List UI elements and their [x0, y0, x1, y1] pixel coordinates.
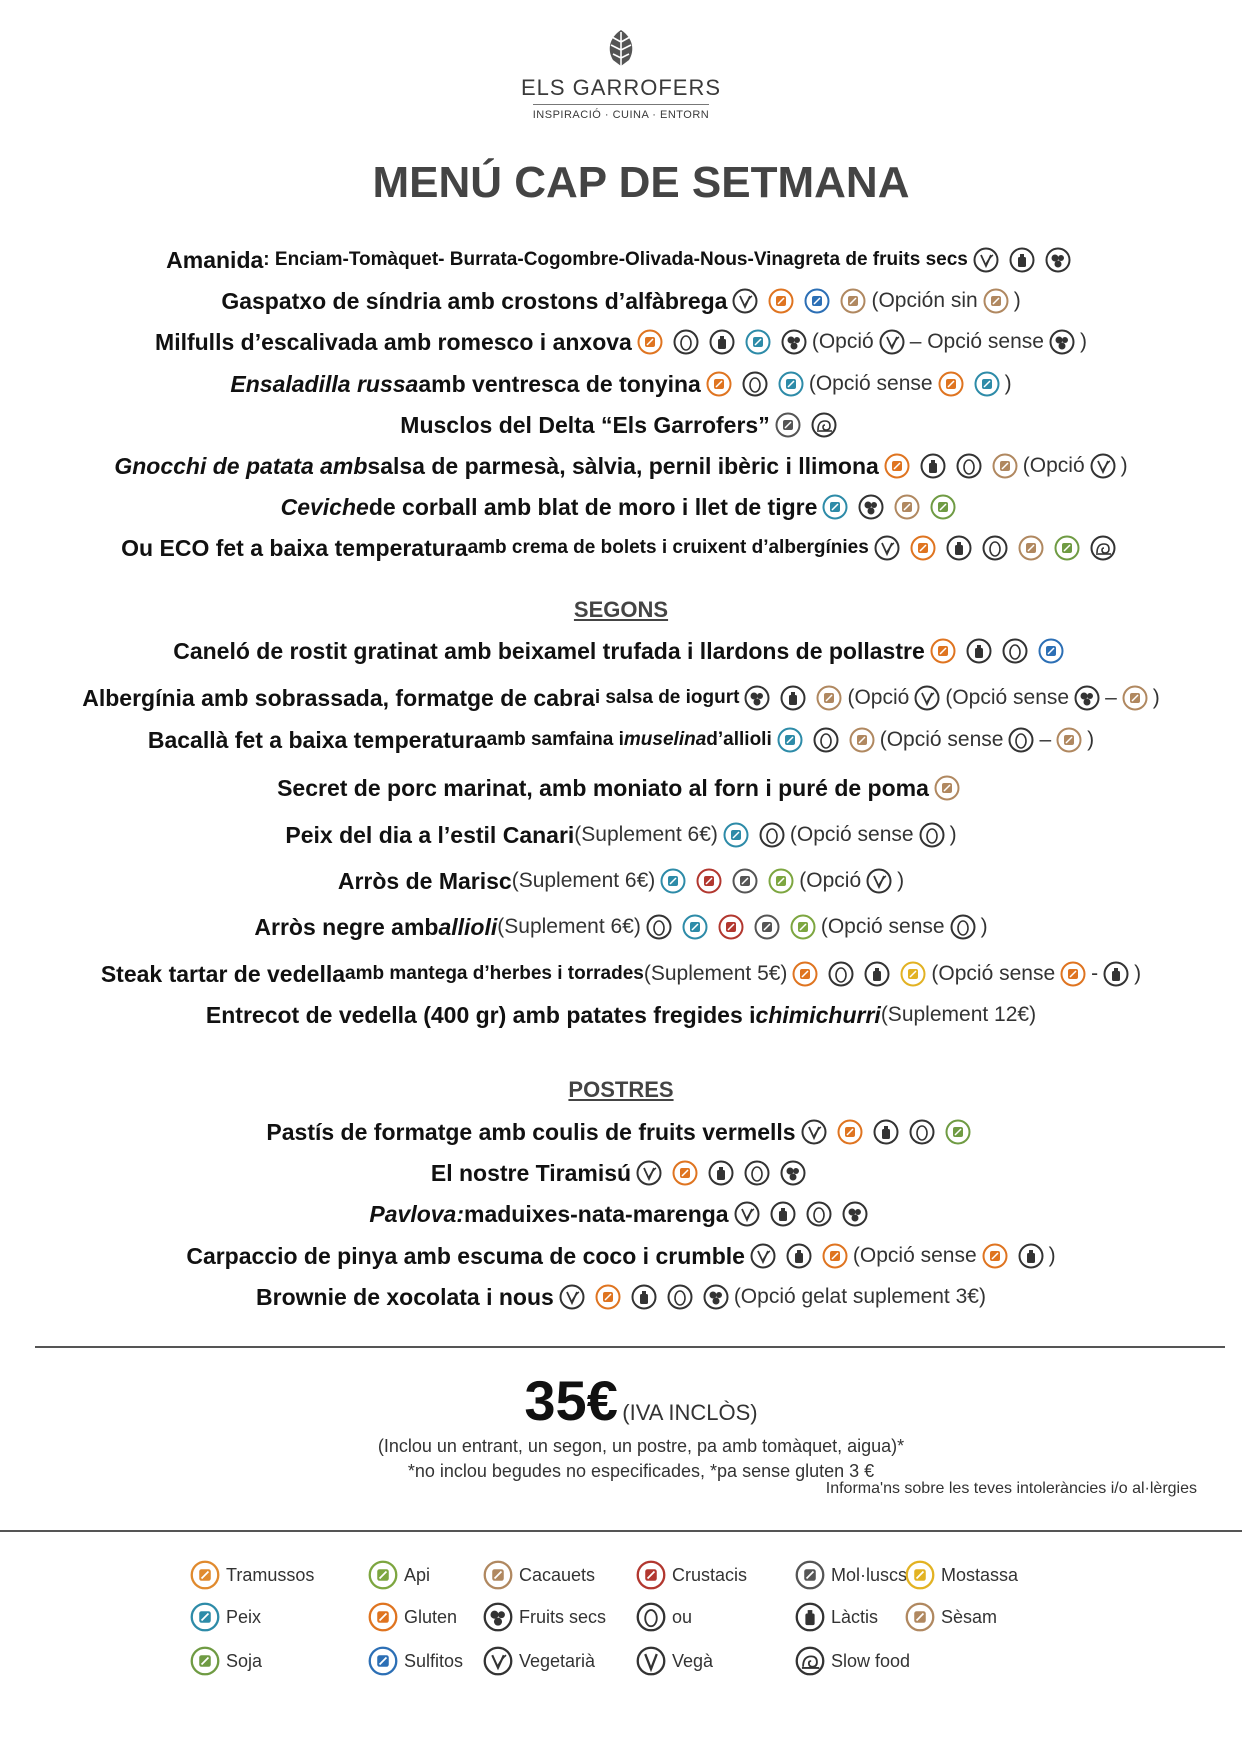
- allergen-icons: [874, 329, 910, 355]
- dish-name: Bacallà fet a baixa temperatura: [147, 726, 487, 753]
- gluten-icon: [938, 371, 964, 397]
- allergen-icons: [869, 535, 1121, 561]
- dish-name: El nostre Tiramisú: [430, 1159, 632, 1186]
- price-note-excludes: *no inclou begudes no especificades, *pa sense gluten 3 €: [407, 1461, 875, 1481]
- menu-item-arros-negre: [0, 909, 1242, 945]
- legend-item: [483, 1560, 595, 1590]
- legend-label: Slow food: [831, 1650, 911, 1671]
- allergen-icons: [632, 329, 812, 355]
- legend-label: Soja: [226, 1650, 263, 1671]
- dish-name: Brownie de xocolata i nous: [256, 1283, 554, 1310]
- fruits-secs-icon: [781, 329, 807, 355]
- lactis-icon: [966, 638, 992, 664]
- allergen-icons: [925, 638, 1069, 664]
- legend-label: Api: [404, 1564, 431, 1585]
- legend-item: [795, 1560, 907, 1590]
- sulfitos-icon: [368, 1646, 398, 1676]
- sesam-icon: [934, 775, 960, 801]
- ou-icon: [828, 961, 854, 987]
- legend-item: [190, 1646, 262, 1676]
- allergy-note: Informa'ns sobre les teves intoleràncies i/o al·lèrgies: [825, 1480, 1197, 1497]
- legend-label: Mol·luscs: [831, 1564, 908, 1585]
- crustacis-icon: [636, 1560, 666, 1590]
- brand-name: ELS GARROFERS: [520, 75, 722, 100]
- molluscs-icon: [754, 914, 780, 940]
- dish-name: Musclos del Delta “Els Garrofers”: [400, 411, 770, 438]
- lactis-icon: [770, 1201, 796, 1227]
- dish-option: ): [1079, 330, 1087, 353]
- menu-item-pavlova: [0, 1196, 1242, 1232]
- dish-option: -: [1091, 962, 1099, 985]
- dish-name: Gnocchi de patata amb: [114, 452, 368, 479]
- allergen-icons: [718, 822, 790, 848]
- leaf-logo-icon: [603, 28, 639, 73]
- dish-name: Arròs negre amb: [254, 913, 439, 940]
- lactis-icon: [631, 1284, 657, 1310]
- ou-icon: [744, 1160, 770, 1186]
- dish-name: Caneló de rostit gratinat amb beixamel trufada i llardons de pollastre: [173, 637, 925, 664]
- vegetaria-icon: [879, 329, 905, 355]
- dish-option: ): [1013, 289, 1021, 312]
- dish-option: ): [980, 915, 988, 938]
- ou-icon: [667, 1284, 693, 1310]
- allergen-icons: [641, 914, 821, 940]
- legend-item: [636, 1646, 713, 1676]
- vegetaria-icon: [874, 535, 900, 561]
- peix-icon: [778, 371, 804, 397]
- price-block: [0, 1368, 1242, 1433]
- menu-item-bacalla: [0, 722, 1242, 758]
- menu-item-entrecot: [0, 997, 1242, 1033]
- dish-name: Ensaladilla russa: [230, 370, 419, 397]
- vegetaria-icon: [734, 1201, 760, 1227]
- dish-option: ): [1134, 962, 1142, 985]
- sesam-icon: [894, 494, 920, 520]
- ou-icon: [636, 1602, 666, 1632]
- legend-item: [368, 1646, 463, 1676]
- brand-tagline: INSPIRACIÓ · CUINA · ENTORN: [533, 104, 709, 121]
- dish-option: (Opció: [811, 330, 874, 353]
- dish-desc: : Enciam-Tomàquet- Burrata-Cogombre-Olivada-Nous-Vinagreta de fruits secs: [263, 249, 968, 270]
- molluscs-icon: [795, 1560, 825, 1590]
- gluten-icon: [595, 1284, 621, 1310]
- mostassa-icon: [905, 1560, 935, 1590]
- allergen-icons: [914, 822, 950, 848]
- dish-price: (Suplement 12€): [880, 1003, 1037, 1026]
- legend-label: Peix: [226, 1606, 262, 1627]
- dish-name: Amanida: [166, 246, 264, 273]
- lactis-icon: [795, 1602, 825, 1632]
- dish-price: (Suplement 6€): [511, 869, 656, 892]
- allergen-icons: [655, 868, 799, 894]
- dish-price: (Suplement 6€): [497, 915, 641, 938]
- dish-name: salsa de parmesà, sàlvia, pernil ibèric i llimona: [367, 452, 879, 479]
- menu-item-ou-eco: [0, 530, 1242, 566]
- ou-icon: [813, 727, 839, 753]
- allergen-icons: [945, 914, 981, 940]
- mostassa-icon: [900, 961, 926, 987]
- menu-item-canelo: [0, 633, 1242, 669]
- allergen-icons: [1069, 685, 1105, 711]
- allergen-icons: [929, 775, 965, 801]
- menu-item-arros-marisc: [0, 863, 1242, 899]
- fruits-secs-icon: [780, 1160, 806, 1186]
- dish-name: chimichurri: [755, 1001, 881, 1028]
- allergen-icons: [554, 1284, 734, 1310]
- fruits-secs-icon: [858, 494, 884, 520]
- ou-icon: [982, 535, 1008, 561]
- molluscs-icon: [732, 868, 758, 894]
- dish-option: ): [1152, 686, 1160, 709]
- legend-label: Crustacis: [672, 1564, 748, 1585]
- sesam-icon: [849, 727, 875, 753]
- dish-option: (Opció sense: [945, 686, 1070, 709]
- dish-name: Pastís de formatge amb coulis de fruits vermells: [266, 1118, 796, 1145]
- gluten-icon: [822, 1243, 848, 1269]
- legend-label: Sulfitos: [404, 1650, 464, 1671]
- vegetaria-icon: [801, 1119, 827, 1145]
- crustacis-icon: [718, 914, 744, 940]
- legend-item: [190, 1560, 314, 1590]
- peix-icon: [190, 1602, 220, 1632]
- sesam-icon: [1056, 727, 1082, 753]
- allergen-icons: [701, 371, 809, 397]
- allergen-icons: [1098, 961, 1134, 987]
- lactis-icon: [920, 453, 946, 479]
- allergen-icons: [631, 1160, 811, 1186]
- menu-item-albergina: [0, 680, 1242, 716]
- api-icon: [790, 914, 816, 940]
- dish-name: Carpaccio de pinya amb escuma de coco i crumble: [186, 1242, 745, 1269]
- peix-icon: [723, 822, 749, 848]
- lactis-icon: [864, 961, 890, 987]
- gluten-icon: [837, 1119, 863, 1145]
- peix-icon: [777, 727, 803, 753]
- gluten-icon: [910, 535, 936, 561]
- slow-food-icon: [811, 412, 837, 438]
- lactis-icon: [1009, 247, 1035, 273]
- dish-option: (Opció sense: [879, 728, 1004, 751]
- menu-item-musclos: [0, 407, 1242, 443]
- allergen-icons: [817, 494, 961, 520]
- allergen-icons: [933, 371, 1005, 397]
- dish-option: –: [1039, 728, 1052, 751]
- menu-item-gaspatxo: [0, 283, 1242, 319]
- legend-item: [483, 1602, 606, 1632]
- legend-label: Mostassa: [941, 1564, 1019, 1585]
- lactis-icon: [1018, 1243, 1044, 1269]
- peix-icon: [822, 494, 848, 520]
- legend-label: Gluten: [404, 1606, 458, 1627]
- dish-price: (Suplement 5€): [643, 962, 788, 985]
- dish-name: Pavlova:: [369, 1200, 464, 1227]
- allergen-icons: [770, 412, 842, 438]
- menu-item-brownie: [0, 1279, 1242, 1315]
- dish-option: (Opció gelat suplement 3€): [733, 1285, 986, 1308]
- gluten-icon: [930, 638, 956, 664]
- allergen-icons: [787, 961, 931, 987]
- vegetaria-icon: [732, 288, 758, 314]
- fruits-secs-icon: [483, 1602, 513, 1632]
- legend-label: ou: [672, 1606, 693, 1627]
- legend-label: Sèsam: [941, 1606, 998, 1627]
- menu-item-peix: [0, 817, 1242, 853]
- dish-option: (Opció: [1022, 454, 1085, 477]
- section-segons: SEGONS: [573, 597, 669, 622]
- legend-item: [905, 1602, 997, 1632]
- dish-option: (Opció: [799, 869, 862, 892]
- allergen-icons: [772, 727, 880, 753]
- allergen-icons: [977, 1243, 1049, 1269]
- legend-label: Làctis: [831, 1606, 879, 1627]
- dish-desc: amb crema de bolets i cruixent d’albergínies: [467, 537, 869, 558]
- ou-icon: [759, 822, 785, 848]
- dish-name: Peix del dia a l’estil Canari: [285, 821, 575, 848]
- legend-item: [368, 1560, 430, 1590]
- molluscs-icon: [775, 412, 801, 438]
- gluten-icon: [884, 453, 910, 479]
- fruits-secs-icon: [1049, 329, 1075, 355]
- gluten-icon: [672, 1160, 698, 1186]
- dish-option: (Opció sense: [931, 962, 1056, 985]
- divider: [0, 1530, 1242, 1532]
- gluten-icon: [637, 329, 663, 355]
- allergen-icons: [1117, 685, 1153, 711]
- dish-name: Steak tartar de vedella: [100, 960, 346, 987]
- lactis-icon: [873, 1119, 899, 1145]
- sulfitos-icon: [804, 288, 830, 314]
- lactis-icon: [946, 535, 972, 561]
- menu-item-gnocchi: [0, 448, 1242, 484]
- fruits-secs-icon: [842, 1201, 868, 1227]
- dish-option: (Opción sin: [871, 289, 978, 312]
- dish-name: Ou ECO fet a baixa temperatura: [121, 534, 468, 561]
- ou-icon: [1002, 638, 1028, 664]
- dish-name: Gaspatxo de síndria amb crostons d’alfàbrega: [221, 287, 728, 314]
- dish-option: ): [1087, 728, 1095, 751]
- gluten-icon: [768, 288, 794, 314]
- sesam-icon: [992, 453, 1018, 479]
- dish-desc: muselina: [623, 729, 707, 750]
- allergen-icons: [909, 685, 945, 711]
- legend-item: [636, 1560, 747, 1590]
- price-vat: (IVA INCLÒS): [622, 1400, 758, 1425]
- peix-icon: [682, 914, 708, 940]
- ou-icon: [919, 822, 945, 848]
- allergen-icons: [861, 868, 897, 894]
- dish-desc: amb mantega d’herbes i torrades: [345, 963, 644, 984]
- ou-icon: [1008, 727, 1034, 753]
- allergen-icons: [739, 685, 847, 711]
- dish-option: ): [949, 823, 957, 846]
- menu-item-steak-tartar: [0, 956, 1242, 992]
- sesam-icon: [816, 685, 842, 711]
- vegetaria-icon: [559, 1284, 585, 1310]
- menu-item-carpaccio: [0, 1238, 1242, 1274]
- dish-name: allioli: [438, 913, 498, 940]
- dish-name: Entrecot de vedella (400 gr) amb patates fregides i: [205, 1001, 756, 1028]
- allergen-icons: [1055, 961, 1091, 987]
- lactis-icon: [780, 685, 806, 711]
- gluten-icon: [982, 1243, 1008, 1269]
- allergen-icons: [796, 1119, 976, 1145]
- dish-option: ): [1004, 372, 1012, 395]
- crustacis-icon: [696, 868, 722, 894]
- dish-name: Arròs de Marisc: [337, 867, 512, 894]
- vegetaria-icon: [750, 1243, 776, 1269]
- api-icon: [768, 868, 794, 894]
- dish-price: (Suplement 6€): [574, 823, 718, 846]
- sesam-icon: [840, 288, 866, 314]
- sulfitos-icon: [1038, 638, 1064, 664]
- legend-item: [905, 1560, 1018, 1590]
- menu-item-secret: [0, 770, 1242, 806]
- menu-item-amanida: [0, 242, 1242, 278]
- lactis-icon: [1103, 961, 1129, 987]
- dish-option: ): [897, 869, 905, 892]
- legend-label: Tramussos: [226, 1564, 315, 1585]
- ou-icon: [673, 329, 699, 355]
- lactis-icon: [786, 1243, 812, 1269]
- dish-option: –: [1105, 686, 1117, 709]
- allergen-icons: [978, 288, 1014, 314]
- dish-option: (Opció sense: [852, 1244, 977, 1267]
- legend-label: Vegà: [672, 1650, 714, 1671]
- lactis-icon: [709, 329, 735, 355]
- soja-icon: [190, 1646, 220, 1676]
- legend-label: Cacauets: [519, 1564, 596, 1585]
- ou-icon: [956, 453, 982, 479]
- menu-item-pastis: [0, 1114, 1242, 1150]
- soja-icon: [930, 494, 956, 520]
- dish-option: – Opció sense: [909, 330, 1044, 353]
- ou-icon: [646, 914, 672, 940]
- soja-icon: [945, 1119, 971, 1145]
- allergen-icons: [745, 1243, 853, 1269]
- dish-option: (Opció sense: [808, 372, 933, 395]
- dish-option: (Opció sense: [789, 823, 914, 846]
- lactis-icon: [708, 1160, 734, 1186]
- dish-name: Milfulls d’escalivada amb romesco i anxova: [155, 328, 632, 355]
- vega-icon: [636, 1646, 666, 1676]
- menu-item-tiramisu: [0, 1155, 1242, 1191]
- price-amount: 35€: [524, 1369, 618, 1432]
- peix-icon: [745, 329, 771, 355]
- vegetaria-icon: [914, 685, 940, 711]
- price-note-includes: (Inclou un entrant, un segon, un postre, pa amb tomàquet, aigua)*: [377, 1436, 905, 1456]
- allergen-icons: [1003, 727, 1039, 753]
- dish-option: (Opció sense: [820, 915, 945, 938]
- fruits-secs-icon: [703, 1284, 729, 1310]
- menu-item-milfulls: [0, 324, 1242, 360]
- legend-item: [190, 1602, 261, 1632]
- menu-item-ensaladilla: [0, 366, 1242, 402]
- dish-name: Ceviche: [280, 493, 369, 520]
- allergen-icons: [1085, 453, 1121, 479]
- logo: [0, 28, 1242, 123]
- legend-label: Fruits secs: [519, 1606, 607, 1627]
- legend-item: [636, 1602, 692, 1632]
- dish-name: maduixes-nata-marenga: [464, 1200, 729, 1227]
- sesam-icon: [1122, 685, 1148, 711]
- dish-name: Albergínia amb sobrassada, formatge de cabra: [82, 684, 595, 711]
- allergen-icons: [729, 1201, 873, 1227]
- legend-item: [795, 1602, 878, 1632]
- divider: [35, 1346, 1225, 1348]
- section-postres: POSTRES: [568, 1077, 674, 1102]
- cacauets-icon: [483, 1560, 513, 1590]
- menu-title: MENÚ CAP DE SETMANA: [372, 158, 910, 207]
- dish-name: de corball amb blat de moro i llet de tigre: [368, 493, 818, 520]
- fruits-secs-icon: [744, 685, 770, 711]
- dish-desc: i salsa de iogurt: [594, 687, 740, 708]
- peix-icon: [974, 371, 1000, 397]
- fruits-secs-icon: [1074, 685, 1100, 711]
- ou-icon: [806, 1201, 832, 1227]
- vegetaria-icon: [973, 247, 999, 273]
- ou-icon: [950, 914, 976, 940]
- allergen-icons: [968, 247, 1076, 273]
- legend-item: [795, 1646, 910, 1676]
- fruits-secs-icon: [1045, 247, 1071, 273]
- menu-item-ceviche: [0, 489, 1242, 525]
- vegetaria-icon: [1090, 453, 1116, 479]
- allergen-icons: [727, 288, 871, 314]
- slow-food-icon: [1090, 535, 1116, 561]
- dish-option: (Opció: [847, 686, 910, 709]
- gluten-icon: [1060, 961, 1086, 987]
- vegetaria-icon: [866, 868, 892, 894]
- soja-icon: [1054, 535, 1080, 561]
- legend-item: [368, 1602, 457, 1632]
- dish-name: Secret de porc marinat, amb moniato al forn i puré de poma: [277, 774, 929, 801]
- dish-option: ): [1048, 1244, 1056, 1267]
- sesam-icon: [905, 1602, 935, 1632]
- api-icon: [368, 1560, 398, 1590]
- peix-icon: [660, 868, 686, 894]
- dish-desc: d’allioli: [706, 729, 772, 750]
- sesam-icon: [983, 288, 1009, 314]
- slow-food-icon: [795, 1646, 825, 1676]
- gluten-icon: [792, 961, 818, 987]
- ou-icon: [909, 1119, 935, 1145]
- vegetaria-icon: [483, 1646, 513, 1676]
- ou-icon: [742, 371, 768, 397]
- legend-item: [483, 1646, 595, 1676]
- gluten-icon: [368, 1602, 398, 1632]
- allergen-icons: [1051, 727, 1087, 753]
- gluten-icon: [706, 371, 732, 397]
- legend-label: Vegetarià: [519, 1650, 596, 1671]
- allergen-icons: [879, 453, 1023, 479]
- tramussos-icon: [190, 1560, 220, 1590]
- dish-option: ): [1120, 454, 1128, 477]
- sesam-icon: [1018, 535, 1044, 561]
- dish-desc: amb samfaina i: [486, 729, 624, 750]
- allergen-icons: [1044, 329, 1080, 355]
- dish-name: amb ventresca de tonyina: [418, 370, 701, 397]
- vegetaria-icon: [636, 1160, 662, 1186]
